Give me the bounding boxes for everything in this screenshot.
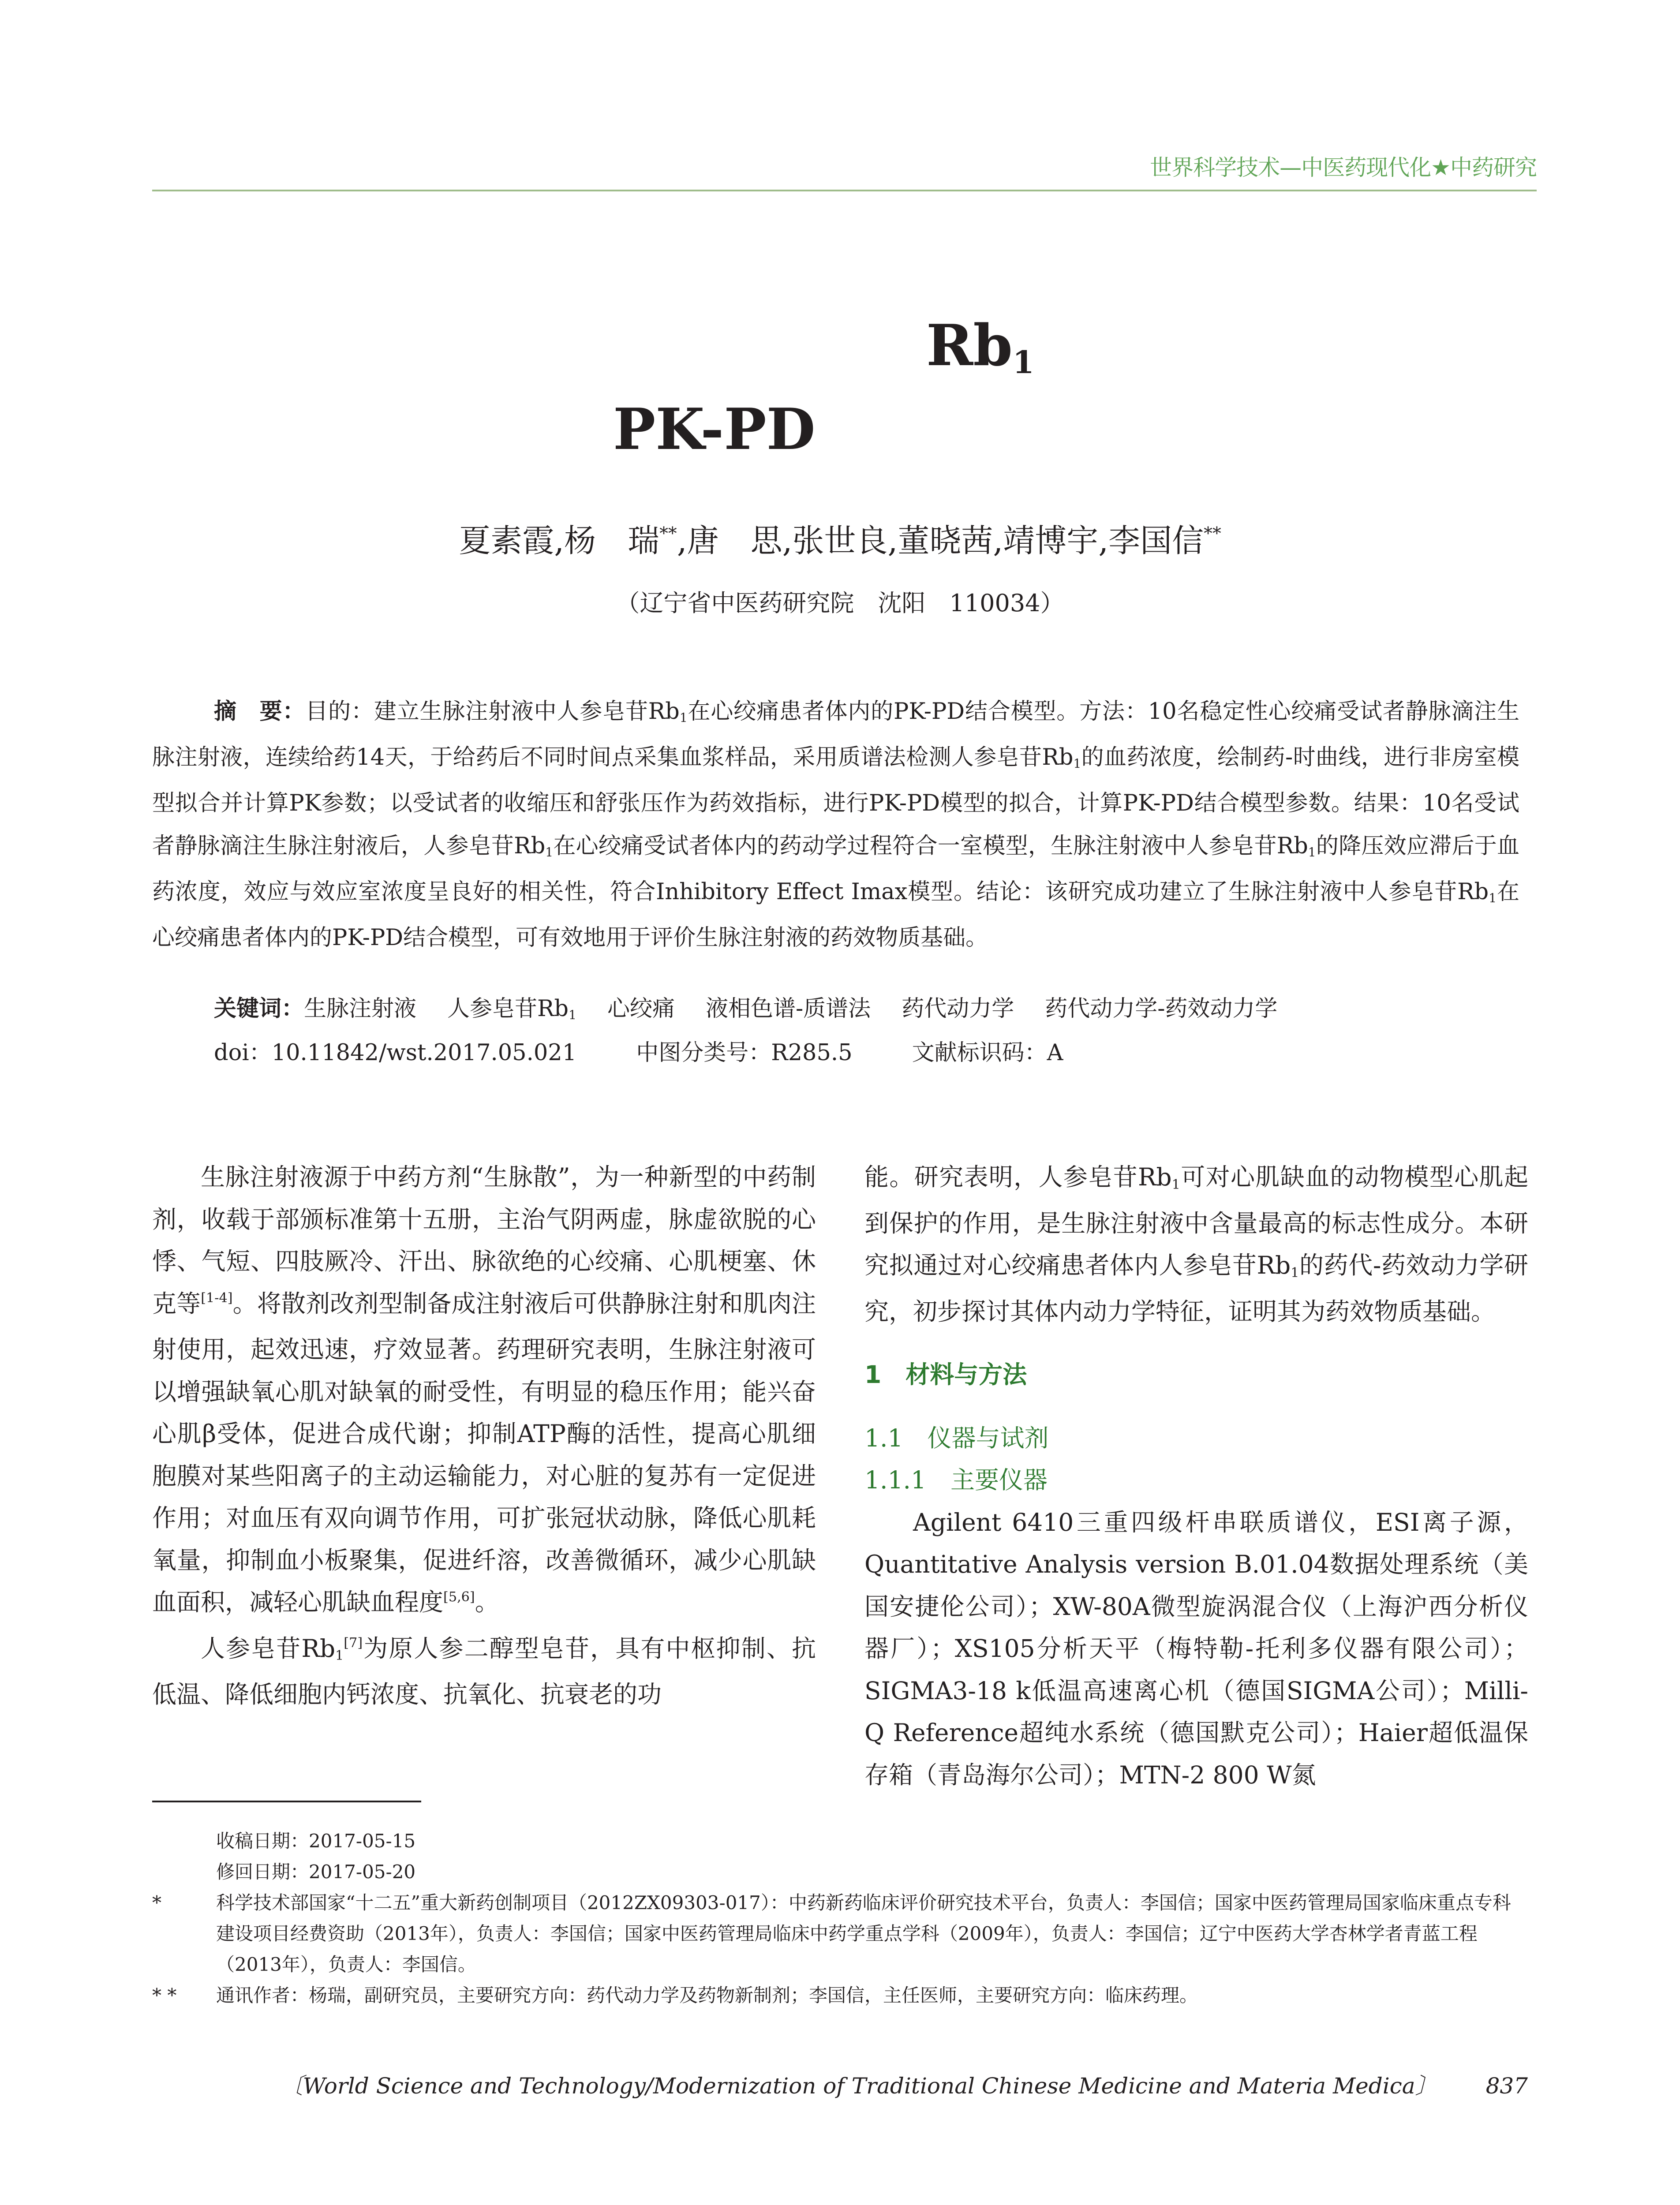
doi: doi：10.11842/wst.2017.05.021 — [214, 1040, 577, 1066]
document-code: 文献标识码：A — [912, 1040, 1063, 1066]
abstract-text-3: 的血药浓度，绘制药-时曲线，进行非房室模型拟合并计算PK参数；以受试者的收缩压和舒张压作为药效指标，进行PK-PD模型的拟合，计算PK-PD结合模型参数。结果：10名受试者静脉滴注生脉注射液后，人参皂苷Rb — [152, 744, 1519, 859]
para-text: 。将散剂改剂型制备成注射液后可供静脉注射和肌肉注射使用，起效迅速，疗效显著。药理研究表明，生脉注射液可以增强缺氧心肌对缺氧的耐受性，有明显的稳压作用；能兴奋心肌β受体，促进合成代谢；抑制ATP酶的活性，提高心肌细胞膜对某些阳离子的主动运输能力，对心脏的复苏有一定促进作用；对血压有双向调节作用，可扩张冠状动脉，降低心肌耗氧量，抑制血小板聚集，促进纤溶，改善微循环，减少心肌缺血面积，减轻心肌缺血程度 — [152, 1289, 816, 1616]
keyword-text: 人参皂苷Rb — [447, 996, 569, 1022]
footnote-correspondence — [152, 1980, 1528, 2011]
abstract-sub-2: 1 — [1073, 756, 1081, 771]
para-text: 人参皂苷Rb — [201, 1634, 336, 1663]
abstract-text-2: 在心绞痛患者体内的PK-PD结合模型。方法：10名稳定性心绞痛受试者静脉滴注生脉注射液，连续给药14天，于给药后不同时间点采集血浆样品，采用质谱法检测人参皂苷Rb — [152, 699, 1519, 770]
keyword: 药代动力学 — [902, 996, 1014, 1022]
section-heading: 1 材料与方法 — [864, 1360, 1027, 1389]
revised-date: 修回日期：2017-05-20 — [216, 1861, 416, 1883]
abstract-sub-3: 1 — [545, 845, 554, 860]
page-footer — [281, 2068, 1528, 2100]
authors-part-a: 夏素霞,杨 瑞 — [459, 522, 660, 559]
para-text: 能。研究表明，人参皂苷Rb — [864, 1163, 1172, 1191]
abstract-text-6: 在心绞痛患者体内的PK-PD结合模型，可有效地用于评价生脉注射液的药效物质基础。 — [152, 879, 1519, 951]
page-number: 837 — [1485, 2073, 1528, 2099]
subsection-heading: 1.1 仪器与试剂 — [864, 1424, 1049, 1452]
header-divider — [152, 190, 1537, 191]
abstract-sub-5: 1 — [1489, 891, 1497, 905]
para-text: 生脉注射液源于中药方剂“生脉散”，为一种新型的中药制剂，收载于部颁标准第十五册，主治气阴两虚，脉虚欲脱的心悸、气短、四肢厥冷、汗出、脉欲绝的心绞痛、心肌梗塞、休克等 — [152, 1163, 816, 1318]
body-right-column — [864, 1156, 1528, 1796]
citation: [5,6] — [443, 1589, 475, 1605]
citation: [7] — [344, 1635, 363, 1651]
body-left-column — [152, 1156, 816, 1716]
abstract-sub-1: 1 — [679, 710, 688, 725]
keyword — [447, 996, 576, 1022]
footnote-mark: * * — [152, 1984, 177, 2006]
footnote-received — [152, 1826, 1528, 1857]
keyword: 液相色谱-质谱法 — [705, 996, 871, 1022]
journal-header: 世界科学技术—中医药现代化★中药研究 — [1150, 155, 1537, 180]
abstract-text-5: 的降压效应滞后于血药浓度，效应与效应室浓度呈良好的相关性，符合Inhibitory Effect Imax模型。结论：该研究成功建立了生脉注射液中人参皂苷Rb — [152, 833, 1519, 905]
paragraph — [152, 1628, 816, 1716]
abstract — [152, 690, 1519, 959]
article-title-line-1 — [926, 313, 1034, 381]
article-title-line-2: PK-PD — [613, 396, 816, 463]
keywords — [214, 990, 1308, 1023]
paragraph — [864, 1156, 1528, 1333]
footnotes — [152, 1826, 1528, 2011]
subscript: 1 — [335, 1648, 344, 1664]
subscript: 1 — [1291, 1265, 1299, 1281]
abstract-sub-4: 1 — [1308, 845, 1316, 860]
author-list — [0, 515, 1680, 561]
keyword: 心绞痛 — [607, 996, 675, 1022]
affiliation: （辽宁省中医药研究院 沈阳 110034） — [616, 589, 1064, 617]
abstract-label: 摘 要： — [214, 699, 306, 725]
footnote-mark: * — [152, 1892, 161, 1913]
journal-english-name: 〔World Science and Technology/Modernization of Traditional Chinese Medicine and Materia Medica〕 — [281, 2073, 1437, 2099]
keyword-subscript: 1 — [569, 1008, 576, 1022]
correspondence-text: 通讯作者：杨瑞，副研究员，主要研究方向：药代动力学及药物新制剂；李国信，主任医师，主要研究方向：临床药理。 — [216, 1984, 1198, 2006]
title-text-rb: Rb — [926, 313, 1013, 379]
citation: [1-4] — [201, 1290, 233, 1306]
footnote-divider — [152, 1801, 421, 1802]
footnote-spacer — [152, 1857, 216, 1887]
keywords-label: 关键词： — [214, 996, 304, 1022]
abstract-text-1: 目的：建立生脉注射液中人参皂苷Rb — [305, 699, 680, 725]
footnote-funding — [152, 1887, 1528, 1980]
corresponding-mark-b: ** — [1204, 523, 1221, 544]
footnote-revised — [152, 1857, 1528, 1887]
received-date: 收稿日期：2017-05-15 — [216, 1830, 416, 1852]
para-text: 可对心肌缺血的动物模型心肌起到保护的作用，是生脉注射液中含量最高的标志性成分。本研究拟通过对心绞痛患者体内人参皂苷Rb — [864, 1163, 1528, 1279]
keyword: 药代动力学-药效动力学 — [1045, 996, 1278, 1022]
article-metadata — [214, 1034, 1122, 1067]
para-text: 的药代-药效动力学研究，初步探讨其体内动力学特征，证明其为药效物质基础。 — [864, 1251, 1528, 1326]
authors-part-b: ,唐 思,张世良,董晓茜,靖博宇,李国信 — [677, 522, 1204, 559]
clc-number: 中图分类号：R285.5 — [636, 1040, 853, 1066]
corresponding-mark-a: ** — [659, 523, 677, 544]
footnote-spacer — [152, 1826, 216, 1857]
keyword: 生脉注射液 — [304, 996, 417, 1022]
abstract-text-4: 在心绞痛受试者体内的药动学过程符合一室模型，生脉注射液中人参皂苷Rb — [553, 833, 1308, 859]
subsubsection-heading: 1.1.1 主要仪器 — [864, 1466, 1048, 1494]
para-text: 为原人参二醇型皂苷，具有中枢抑制、抗低温、降低细胞内钙浓度、抗氧化、抗衰老的功 — [152, 1634, 816, 1708]
para-text: 。 — [475, 1588, 499, 1616]
funding-text: 科学技术部国家“十二五”重大新药创制项目（2012ZX09303-017）：中药新药临床评价研究技术平台，负责人：李国信；国家中医药管理局国家临床重点专科建设项目经费资助（2013年），负责人：李国信；国家中医药管理局临床中药学重点学科（2009年），负责人：李国信；辽宁中医药大学杏林学者青蓝工程（2013年），负责人：李国信。 — [216, 1892, 1511, 1975]
subscript: 1 — [1171, 1177, 1180, 1192]
paragraph: Agilent 6410三重四级杆串联质谱仪，ESI离子源，Quantitative Analysis version B.01.04数据处理系统（美国安捷伦公司）；XW-80A微型旋涡混合仪（上海沪西分析仪器厂）；XS105分析天平（梅特勒-托利多仪器有限公司）；SIGMA3-18 k低温高速离心机（德国SIGMA公司）；Milli-Q Reference超纯水系统（德国默克公司）；Haier超低温保存箱（青岛海尔公司）；MTN-2 800 W氮 — [864, 1508, 1528, 1789]
title-subscript: 1 — [1012, 344, 1034, 381]
paragraph — [152, 1156, 816, 1628]
